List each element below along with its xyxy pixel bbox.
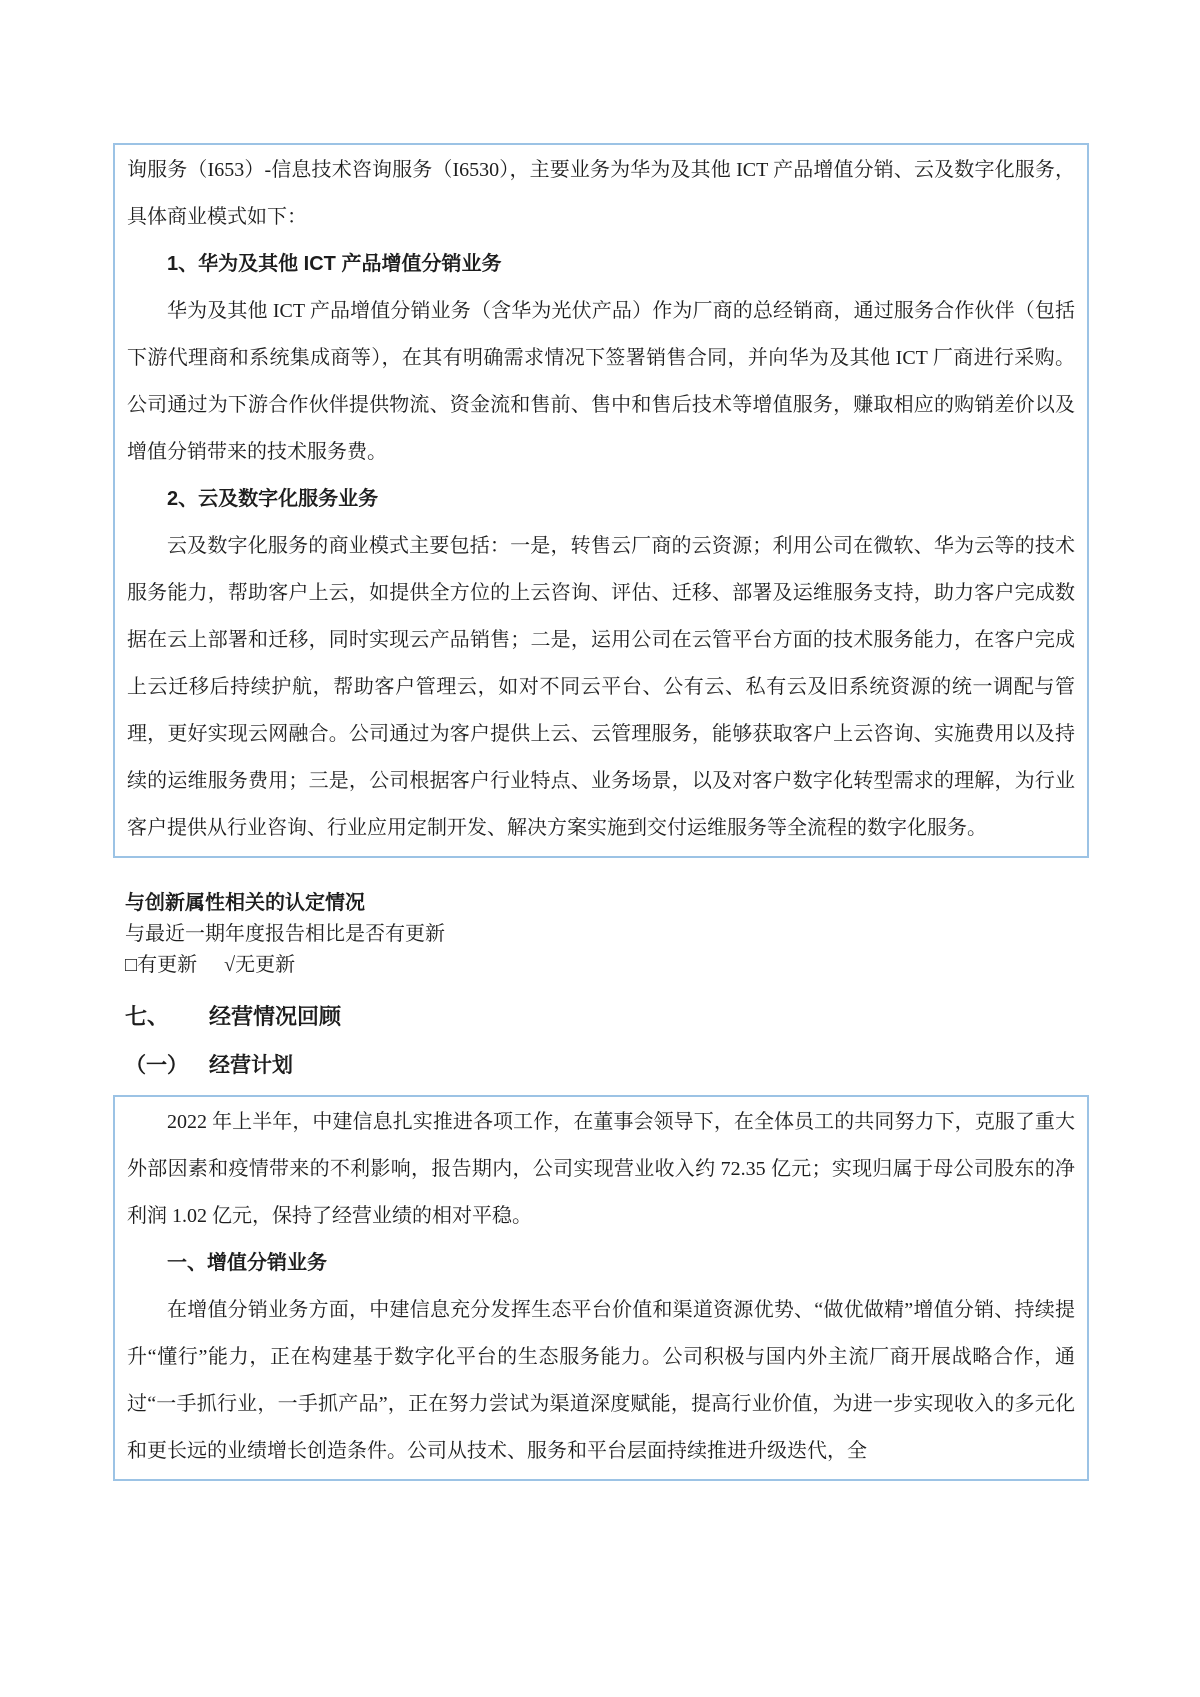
- paragraph-2022-results: 2022 年上半年，中建信息扎实推进各项工作，在董事会领导下，在全体员工的共同努力下，克服了重大外部因素和疫情带来的不利影响，报告期内，公司实现营业收入约 72.35 亿元；实现归属于母公司股东的净利润 1.02 亿元，保持了经营业绩的相对平稳。: [127, 1111, 1075, 1227]
- subsection-heading-operating-plan: [125, 1052, 1089, 1080]
- page-content: [113, 143, 1089, 1481]
- update-options: [125, 950, 1089, 981]
- update-question: 与最近一期年度报告相比是否有更新: [125, 923, 445, 945]
- section-heading-operations-review: [125, 1002, 1089, 1032]
- sub-heading-ict-distribution: 1、华为及其他 ICT 产品增值分销业务: [167, 253, 502, 275]
- sub-heading-cloud-services: 2、云及数字化服务业务: [167, 488, 379, 510]
- checkbox-no-update[interactable]: √无更新: [224, 954, 296, 976]
- section-title: 经营情况回顾: [209, 1004, 342, 1029]
- paragraph-ict-distribution: 华为及其他 ICT 产品增值分销业务（含华为光伏产品）作为厂商的总经销商，通过服务合作伙伴（包括下游代理商和系统集成商等），在其有明确需求情况下签署销售合同，并向华为及其他 ICT 厂商进行采购。公司通过为下游合作伙伴提供物流、资金流和售前、售中和售后技术等增值服务，赚取相应的购销差价以及增值分销带来的技术服务费。: [127, 300, 1075, 463]
- paragraph-continuation: 询服务（I653）-信息技术咨询服务（I6530），主要业务为华为及其他 ICT 产品增值分销、云及数字化服务，具体商业模式如下：: [127, 159, 1075, 228]
- operating-plan-text-box: [113, 1095, 1089, 1481]
- checkbox-has-update[interactable]: □有更新: [125, 954, 198, 976]
- subsection-title: 经营计划: [209, 1054, 293, 1077]
- innovation-attribute-heading: 与创新属性相关的认定情况: [125, 892, 365, 914]
- innovation-attribute-section: [125, 887, 1089, 981]
- business-model-text-box: [113, 143, 1089, 858]
- section-number: 七、: [125, 1004, 170, 1029]
- paragraph-distribution-business: 在增值分销业务方面，中建信息充分发挥生态平台价值和渠道资源优势、“做优做精”增值分销、持续提升“懂行”能力，正在构建基于数字化平台的生态服务能力。公司积极与国内外主流厂商开展战略合作，通过“一手抓行业，一手抓产品”，正在努力尝试为渠道深度赋能，提高行业价值，为进一步实现收入的多元化和更长远的业绩增长创造条件。公司从技术、服务和平台层面持续推进升级迭代，全: [127, 1299, 1075, 1462]
- subsection-number: （一）: [125, 1054, 188, 1077]
- sub-heading-distribution-business: 一、增值分销业务: [167, 1252, 327, 1274]
- paragraph-cloud-services: 云及数字化服务的商业模式主要包括：一是，转售云厂商的云资源；利用公司在微软、华为云等的技术服务能力，帮助客户上云，如提供全方位的上云咨询、评估、迁移、部署及运维服务支持，助力客户完成数据在云上部署和迁移，同时实现云产品销售；二是，运用公司在云管平台方面的技术服务能力，在客户完成上云迁移后持续护航，帮助客户管理云，如对不同云平台、公有云、私有云及旧系统资源的统一调配与管理，更好实现云网融合。公司通过为客户提供上云、云管理服务，能够获取客户上云咨询、实施费用以及持续的运维服务费用；三是，公司根据客户行业特点、业务场景，以及对客户数字化转型需求的理解，为行业客户提供从行业咨询、行业应用定制开发、解决方案实施到交付运维服务等全流程的数字化服务。: [127, 535, 1075, 839]
